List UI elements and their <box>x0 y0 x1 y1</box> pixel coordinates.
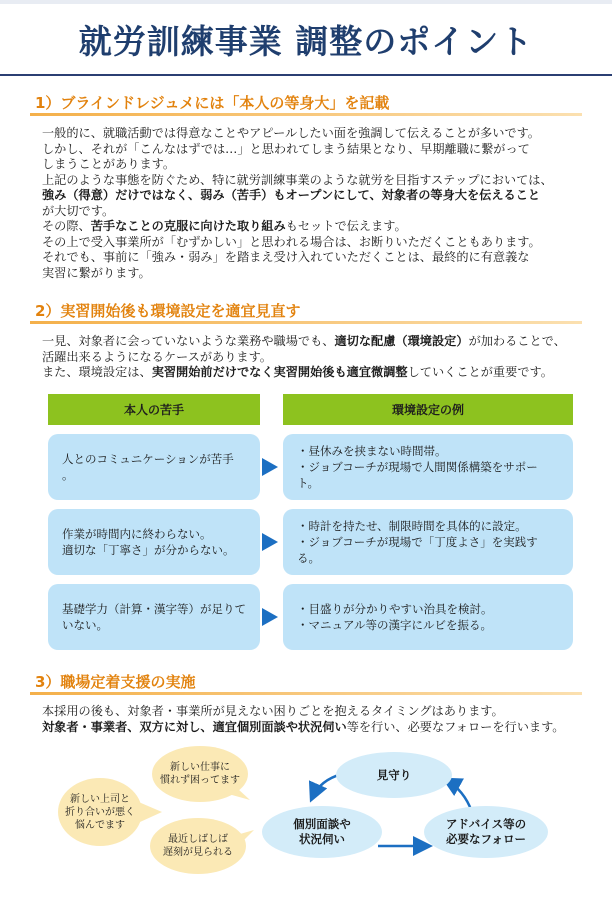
box-line: 人とのコミュニケーションが苦手 。 <box>62 452 234 482</box>
cycle-line: 必要なフォロー <box>446 832 526 846</box>
text-span: していくことが重要です。 <box>407 365 553 379</box>
text-line: 実習に繋がります。 <box>42 265 151 280</box>
box-line: いない。 <box>62 618 108 632</box>
bold-text: 強み（得意）だけではなく、弱み（苦手）もオープンにして、対象者の等身大を伝えること <box>42 188 541 202</box>
section3-rule <box>30 692 582 695</box>
weakness-box <box>48 509 260 575</box>
cycle-line: 状況伺い <box>299 832 345 846</box>
text-line: 活躍出来るようになるケースがあります。 <box>42 349 272 364</box>
bubble-line: 慣れず困ってます <box>160 775 240 786</box>
box-line: ・マニュアル等の漢字にルビを振る。 <box>297 618 493 632</box>
arrow-right-icon <box>262 608 278 626</box>
box-line: 適切な「丁寧さ」が分からない。 <box>62 543 235 557</box>
section2-heading: 2）実習開始後も環境設定を適宜見直す <box>35 302 301 320</box>
speech-bubble <box>152 746 248 802</box>
box-line: 基礎学力（計算・漢字等）が足りて <box>62 602 246 616</box>
environment-box <box>283 509 573 575</box>
text-line: それでも、事前に「強み・弱み」を踏まえ受け入れていただくことは、最終的に有意義な <box>42 250 530 264</box>
text-span: 一見、対象者に会っていないような業務や職場でも、 <box>42 334 335 348</box>
text-span: もセットで伝えます。 <box>285 219 407 233</box>
text-line: が大切です。 <box>42 203 115 218</box>
section1-heading: 1）ブラインドレジュメには「本人の等身大」を記載 <box>35 94 390 112</box>
text-line: しかし、それが「こんなはずでは…」と思われてしまう結果となり、早期離職に繋がって <box>42 141 530 156</box>
bubble-line: 最近しばしば <box>168 834 228 845</box>
section2-body <box>42 334 582 381</box>
text-line: 一般的に、就職活動では得意なことやアピールしたい面を強調して伝えることが多いです。 <box>42 126 540 140</box>
cycle-watch: 見守り <box>336 752 452 798</box>
section1-rule <box>30 113 582 116</box>
title-bar <box>0 0 612 76</box>
arrow-right-icon <box>262 458 278 476</box>
cycle-line: アドバイス等の <box>445 817 527 831</box>
box-line: 作業が時間内に終わらない。 <box>62 527 212 541</box>
box-line: ・ジョブコーチが現場で人間関係構築をサポート。 <box>297 460 538 490</box>
text-span: また、環境設定は、 <box>42 365 152 379</box>
section3-heading: 3）職場定着支援の実施 <box>35 673 196 691</box>
bubble-line: 折り合いが悪く <box>65 806 135 818</box>
bubble-line: 遅刻が見られる <box>163 847 233 858</box>
environment-box <box>283 434 573 500</box>
page-title: 就労訓練事業 調整のポイント <box>78 22 534 61</box>
section3-body <box>42 704 602 735</box>
bubble-line: 新しい上司と <box>70 793 130 805</box>
box-line: ・昼休みを挟まない時間帯。 <box>297 444 447 458</box>
environment-box <box>283 584 573 650</box>
box-line: ・目盛りが分かりやすい治具を検討。 <box>297 602 493 616</box>
bold-text: 適切な配慮（環境設定） <box>334 334 469 348</box>
text-span: が加わることで、 <box>468 334 566 348</box>
arrow-right-icon <box>262 533 278 551</box>
column-header-weakness: 本人の苦手 <box>48 394 260 425</box>
speech-bubble <box>150 818 246 874</box>
bold-text: 実習開始前だけでなく実習開始後も適宜微調整 <box>151 365 408 379</box>
column-header-environment: 環境設定の例 <box>283 394 573 425</box>
cycle-line: 個別面談や <box>293 817 351 831</box>
text-line: しまうことがあります。 <box>42 157 176 171</box>
text-span: 等を行い、必要なフォローを行います。 <box>346 719 565 734</box>
cycle-interview <box>262 806 382 858</box>
section2-rule <box>30 321 582 324</box>
box-line: ・ジョブコーチが現場で「丁度よさ」を実践する。 <box>297 535 538 565</box>
speech-bubble <box>58 778 142 846</box>
bubble-line: 新しい仕事に <box>170 762 230 773</box>
bubble-line: 悩んでます <box>75 819 125 831</box>
weakness-box <box>48 584 260 650</box>
text-span: その際、 <box>42 219 91 233</box>
text-line: その上で受入事業所が「むずかしい」と思われる場合は、お断りいただくこともあります。 <box>42 234 541 249</box>
box-line: ・時計を持たせ、制限時間を具体的に設定。 <box>297 519 527 533</box>
text-line: 上記のような事態を防ぐため、特に就労訓練事業のような就労を目指すステップにおいては、 <box>42 172 553 187</box>
text-line: 本採用の後も、対象者・事業所が見えない困りごとを抱えるタイミングはあります。 <box>42 704 504 718</box>
bold-text: 苦手なことの克服に向けた取り組み <box>90 219 286 233</box>
weakness-box <box>48 434 260 500</box>
section1-body <box>42 126 582 281</box>
bold-text: 対象者・事業者、双方に対し、適宜個別面談や状況伺い <box>42 719 347 734</box>
cycle-follow <box>424 806 548 858</box>
